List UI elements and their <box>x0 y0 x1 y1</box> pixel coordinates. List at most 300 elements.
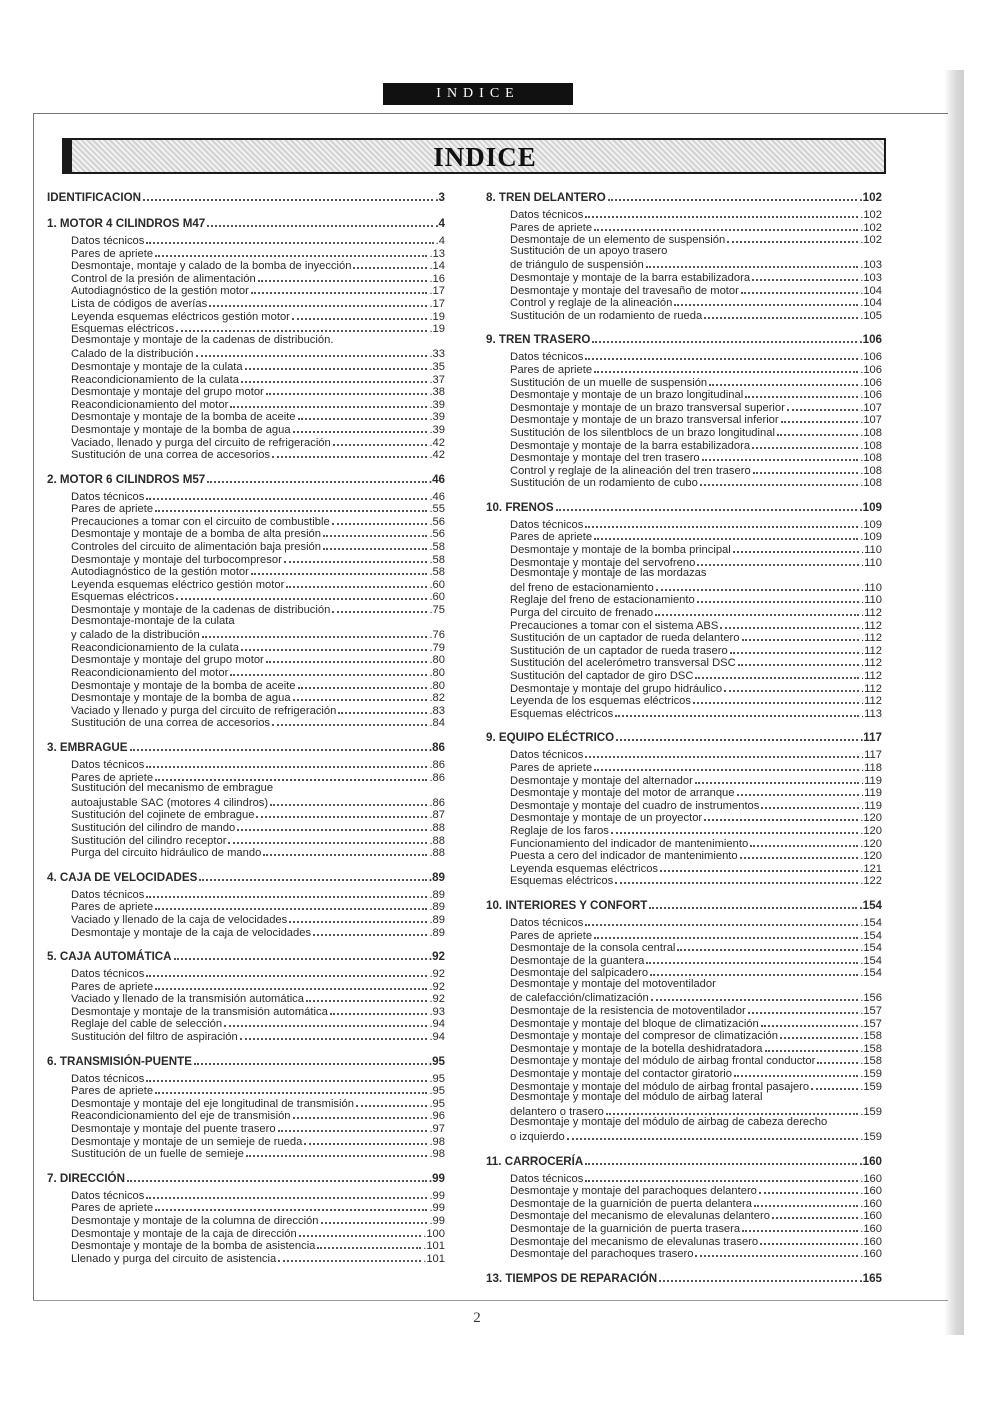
toc-section <box>47 190 445 204</box>
toc-entry-label: Reacondicionamiento del motor <box>71 398 229 411</box>
toc-entry-label: Desmontaje y montaje del parachoques delantero <box>510 1185 757 1198</box>
toc-entry-page: .109 <box>860 518 882 531</box>
toc-entry-label: Pares de apriete <box>71 1202 154 1215</box>
toc-entry[interactable] <box>47 1226 445 1239</box>
toc-entry[interactable] <box>47 409 445 422</box>
toc-entry-page: .99 <box>429 1215 445 1227</box>
toc-entry-page: .113 <box>861 707 882 720</box>
toc-entry[interactable] <box>47 678 445 691</box>
toc-entry[interactable] <box>486 643 882 656</box>
toc-entry[interactable] <box>47 979 445 992</box>
toc-entry-page: .159 <box>860 1080 882 1093</box>
toc-section-heading-label: 1. MOTOR 4 CILINDROS M47 <box>47 217 206 230</box>
toc-entry[interactable] <box>47 514 445 527</box>
toc-entry[interactable] <box>47 296 445 309</box>
toc-entry[interactable] <box>47 246 445 259</box>
dot-leader <box>594 760 859 771</box>
toc-entry-label: Desmontaje y montaje del eje longitudinal de transmisión <box>71 1097 354 1110</box>
toc-entry[interactable] <box>47 1096 445 1109</box>
toc-entry[interactable] <box>486 592 882 605</box>
toc-entry[interactable] <box>486 387 882 400</box>
toc-entry[interactable] <box>47 770 445 783</box>
toc-section-heading[interactable] <box>486 190 882 204</box>
toc-entry[interactable] <box>47 589 445 602</box>
toc-entry-page: .88 <box>429 834 445 847</box>
toc-entry[interactable] <box>486 1234 882 1247</box>
toc-entry[interactable] <box>47 435 445 448</box>
toc-entry[interactable] <box>47 991 445 1004</box>
toc-entry-label: Desmontaje y montaje del contactor giratorio <box>510 1068 732 1081</box>
dot-leader <box>695 1246 858 1257</box>
toc-section <box>47 472 445 728</box>
toc-entry[interactable] <box>47 1121 445 1134</box>
toc-entry[interactable] <box>47 552 445 565</box>
toc-entry[interactable] <box>47 1029 445 1042</box>
toc-entry-label: Llenado y purga del circuito de asistencia <box>71 1252 277 1265</box>
toc-entry[interactable] <box>486 747 882 760</box>
toc-entry[interactable] <box>486 580 882 593</box>
toc-entry-page: .16 <box>429 272 445 285</box>
toc-entry[interactable] <box>486 773 882 786</box>
toc-entry-label: Desmontaje y montaje del grupo hidráulico <box>510 682 723 695</box>
toc-entry-label: Desmontaje y montaje del servofreno <box>510 556 696 569</box>
toc-entry-label: Desmontaje y montaje del motor de arranque <box>510 787 735 800</box>
toc-entry[interactable] <box>47 1108 445 1121</box>
toc-entry[interactable] <box>486 915 882 928</box>
dot-leader <box>817 1053 858 1064</box>
toc-entry-page: .58 <box>429 566 445 579</box>
toc-entry-label: Datos técnicos <box>71 235 145 247</box>
dot-leader <box>246 1146 428 1157</box>
toc-entry-page: .107 <box>860 401 882 414</box>
toc-section <box>486 190 882 320</box>
toc-section-heading-label: 5. CAJA AUTOMÁTICA <box>47 950 172 964</box>
toc-section-heading[interactable] <box>486 332 882 346</box>
toc-entry[interactable] <box>486 529 882 542</box>
dot-leader <box>702 450 859 461</box>
toc-entry[interactable] <box>486 928 882 941</box>
toc-entry[interactable] <box>486 940 882 953</box>
toc-section-heading-page: .160 <box>859 1154 882 1168</box>
toc-entry[interactable] <box>486 785 882 798</box>
toc-entry[interactable] <box>47 703 445 716</box>
toc-entry[interactable] <box>47 1016 445 1029</box>
toc-entry[interactable] <box>47 372 445 385</box>
toc-entry[interactable] <box>486 630 882 643</box>
toc-entry[interactable] <box>47 489 445 502</box>
toc-entry[interactable] <box>486 220 882 233</box>
toc-entry[interactable] <box>47 384 445 397</box>
toc-entry-page: .158 <box>860 1042 882 1055</box>
toc-entry[interactable] <box>486 1066 882 1079</box>
toc-entry-label: y calado de la distribución <box>71 629 200 642</box>
toc-entry-label: Pares de apriete <box>510 929 593 942</box>
toc-entry[interactable] <box>486 605 882 618</box>
toc-entry[interactable] <box>486 873 882 886</box>
toc-entry[interactable] <box>486 283 882 296</box>
toc-entry[interactable] <box>47 271 445 284</box>
toc-section-heading-label: 9. EQUIPO ELÉCTRICO <box>486 731 615 745</box>
toc-entry[interactable] <box>47 833 445 846</box>
toc-section <box>486 500 882 719</box>
toc-entry-page: .58 <box>429 553 445 566</box>
toc-entry[interactable] <box>486 1053 882 1066</box>
toc-entry[interactable] <box>47 258 445 271</box>
toc-entry-label: Desmontaje y montaje del grupo motor <box>71 654 264 667</box>
toc-entry[interactable] <box>47 640 445 653</box>
toc-entry[interactable] <box>486 861 882 874</box>
toc-section-heading-label: 10. INTERIORES Y CONFORT <box>486 898 648 912</box>
toc-entry-page: .38 <box>429 386 445 399</box>
toc-entry[interactable] <box>486 848 882 861</box>
dot-leader <box>323 526 427 537</box>
toc-entry-label: Sustitución de un captador de rueda trasero <box>510 644 728 657</box>
dot-leader <box>677 940 858 951</box>
toc-entry-label: Sustitución de una correa de accesorios <box>71 717 271 730</box>
toc-entry[interactable] <box>486 349 882 362</box>
toc-section-heading-label: 7. DIRECCIÓN <box>47 1171 125 1185</box>
toc-entry[interactable] <box>47 652 445 665</box>
toc-entry-label: Leyenda esquemas eléctrico gestión motor <box>71 578 285 591</box>
toc-entry[interactable] <box>47 526 445 539</box>
toc-entry[interactable] <box>47 690 445 703</box>
toc-entry[interactable] <box>486 555 882 568</box>
toc-entry-page: .110 <box>861 581 882 594</box>
toc-entry-page: .95 <box>429 1097 445 1110</box>
toc-section-heading[interactable] <box>47 740 445 754</box>
dot-leader <box>765 1041 859 1052</box>
toc-entry-page: .159 <box>860 1105 882 1118</box>
toc-entry[interactable] <box>47 665 445 678</box>
toc-entry[interactable] <box>486 990 882 1003</box>
dot-leader <box>752 438 858 449</box>
toc-entry[interactable] <box>486 207 882 220</box>
toc-entry-label: Desmontaje del mecanismo de elevalunas trasero <box>510 1235 759 1248</box>
toc-entry[interactable] <box>486 953 882 966</box>
toc-entry[interactable] <box>486 965 882 978</box>
toc-entry-label: de calefacción/climatización <box>510 992 649 1005</box>
dot-leader <box>585 1154 857 1165</box>
toc-section-heading[interactable] <box>47 190 445 204</box>
dot-leader <box>585 1171 858 1182</box>
dot-leader <box>196 346 428 357</box>
toc-section-heading-page: .92 <box>428 950 445 964</box>
toc-entry-page: .102 <box>860 221 882 234</box>
dot-leader <box>146 966 427 977</box>
toc-entry[interactable] <box>47 564 445 577</box>
toc-entry[interactable] <box>486 362 882 375</box>
toc-section-heading[interactable] <box>47 472 445 486</box>
toc-entry[interactable] <box>47 1251 445 1264</box>
dot-leader <box>752 270 858 281</box>
toc-entry[interactable] <box>486 257 882 270</box>
dot-leader <box>697 592 859 603</box>
toc-entry-label: Desmontaje del parachoques trasero <box>510 1248 694 1261</box>
toc-entry-page: .93 <box>429 1005 445 1018</box>
toc-entry-page: .89 <box>429 913 445 926</box>
toc-entry[interactable] <box>486 1079 882 1092</box>
toc-entry-label: Desmontaje del mecanismo de elevalunas delantero <box>510 1210 770 1223</box>
toc-entry-label: Vaciado y llenado de la transmisión automática <box>71 993 304 1006</box>
dot-leader <box>230 397 427 408</box>
toc-entry-label: Desmontaje de la resistencia de motoventilador <box>510 1005 746 1018</box>
toc-entry-label: Reglaje del cable de selección <box>71 1018 223 1031</box>
toc-entry-label: Sustitución de un muelle de suspensión <box>510 376 708 389</box>
toc-entry[interactable] <box>486 517 882 530</box>
toc-section-heading[interactable] <box>47 870 445 884</box>
toc-entry-label: Purga del circuito de frenado <box>510 607 654 620</box>
toc-entry[interactable] <box>486 567 882 580</box>
toc-entry[interactable] <box>486 978 882 991</box>
toc-entry[interactable] <box>47 820 445 833</box>
toc-entry-page: .160 <box>860 1248 882 1261</box>
toc-entry[interactable] <box>47 602 445 615</box>
toc-entry[interactable] <box>47 715 445 728</box>
toc-entry[interactable] <box>47 887 445 900</box>
toc-entry[interactable] <box>47 925 445 938</box>
top-rule <box>33 113 948 114</box>
dot-leader <box>594 928 858 939</box>
toc-entry[interactable] <box>486 295 882 308</box>
toc-entry-page: .160 <box>860 1235 882 1248</box>
dot-leader <box>720 618 859 629</box>
toc-entry-page: .154 <box>860 942 882 955</box>
toc-entry[interactable] <box>486 270 882 283</box>
toc-entry[interactable] <box>486 655 882 668</box>
dot-leader <box>741 283 858 294</box>
toc-entry-page: .94 <box>429 1018 445 1031</box>
toc-entry-page: .84 <box>429 717 445 730</box>
toc-entry-label: Pares de apriete <box>71 247 154 260</box>
toc-entry-page: .157 <box>860 1017 882 1030</box>
dot-leader <box>760 1234 858 1245</box>
toc-entry[interactable] <box>486 810 882 823</box>
toc-entry-label: Desmontaje y montaje del módulo de airbag lateral <box>510 1091 763 1104</box>
toc-entry[interactable] <box>486 463 882 476</box>
dot-leader <box>266 384 428 395</box>
toc-entry[interactable] <box>47 1083 445 1096</box>
toc-entry[interactable] <box>47 539 445 552</box>
dot-leader <box>650 965 858 976</box>
toc-entry[interactable] <box>486 1246 882 1259</box>
toc-entry[interactable] <box>486 412 882 425</box>
toc-entry[interactable] <box>486 1183 882 1196</box>
toc-entry[interactable] <box>486 425 882 438</box>
toc-entry-label: Desmontaje y montaje de un brazo transversal superior <box>510 401 785 414</box>
dot-leader <box>353 258 427 269</box>
toc-section-heading[interactable] <box>486 898 882 912</box>
toc-entry-label: Reglaje de los faros <box>510 824 609 837</box>
toc-entry-label: Reglaje del freno de estacionamiento <box>510 594 695 607</box>
toc-entry[interactable] <box>486 475 882 488</box>
toc-entry[interactable] <box>47 283 445 296</box>
toc-entry[interactable] <box>486 1003 882 1016</box>
toc-entry[interactable] <box>486 681 882 694</box>
toc-entry[interactable] <box>47 795 445 808</box>
toc-entry-label: Desmontaje y montaje de a bomba de alta presión <box>71 528 322 541</box>
toc-entry-label: Pares de apriete <box>510 221 593 234</box>
toc-section-heading[interactable] <box>486 1154 882 1168</box>
dot-leader <box>332 602 427 613</box>
toc-entry-label: Esquemas eléctricos <box>71 591 175 604</box>
dot-leader <box>656 580 859 591</box>
toc-entry-label: Desmontaje y montaje del alternador <box>510 774 693 787</box>
toc-entry-label: Control y reglaje de la alineación <box>510 297 673 310</box>
dot-leader <box>742 1221 858 1232</box>
toc-entry[interactable] <box>486 1129 882 1142</box>
toc-entry-page: .122 <box>860 875 882 888</box>
toc-entry[interactable] <box>47 334 445 347</box>
toc-entry[interactable] <box>486 450 882 463</box>
toc-entry-label: Sustitución del cojinete de embrague <box>71 809 255 822</box>
toc-entry-page: .106 <box>860 363 882 376</box>
toc-entry[interactable] <box>486 798 882 811</box>
toc-entry[interactable] <box>486 1104 882 1117</box>
toc-section <box>47 949 445 1042</box>
toc-entry-label: Reacondicionamiento del motor <box>71 667 229 679</box>
toc-entry[interactable] <box>47 782 445 795</box>
toc-section-heading[interactable] <box>486 500 882 514</box>
toc-entry[interactable] <box>486 1171 882 1184</box>
dot-leader <box>709 375 858 386</box>
dot-leader <box>611 823 858 834</box>
toc-entry-label: Precauciones a tomar con el circuito de combustible <box>71 515 330 528</box>
toc-entry-page: .42 <box>429 436 445 449</box>
toc-entry-label: Precauciones a tomar con el sistema ABS <box>510 619 719 632</box>
toc-entry[interactable] <box>486 706 882 719</box>
dot-leader <box>293 422 428 433</box>
toc-entry[interactable] <box>47 1213 445 1226</box>
toc-entry[interactable] <box>486 542 882 555</box>
toc-entry[interactable] <box>486 232 882 245</box>
toc-entry-label: Datos técnicos <box>71 888 145 901</box>
toc-entry[interactable] <box>486 1016 882 1029</box>
toc-section-heading[interactable] <box>486 1271 882 1285</box>
toc-section-heading[interactable] <box>47 949 445 963</box>
toc-entry[interactable] <box>486 375 882 388</box>
dot-leader <box>674 295 858 306</box>
toc-entry[interactable] <box>47 1238 445 1251</box>
toc-entry[interactable] <box>486 618 882 631</box>
dot-leader <box>759 1183 858 1194</box>
toc-entry-label: Desmontaje y montaje de la culata <box>71 360 243 373</box>
toc-section-heading-label: IDENTIFICACION <box>47 191 142 204</box>
toc-entry-page: .102 <box>860 209 882 221</box>
toc-entry[interactable] <box>47 627 445 640</box>
toc-entry-page: .39 <box>429 411 445 424</box>
toc-entry[interactable] <box>486 1196 882 1209</box>
toc-entry[interactable] <box>486 1028 882 1041</box>
dot-leader <box>155 1083 427 1094</box>
toc-entry[interactable] <box>486 1091 882 1104</box>
toc-entry[interactable] <box>47 1200 445 1213</box>
toc-entry[interactable] <box>47 807 445 820</box>
toc-entry-label: Desmontaje y montaje del módulo de airbag frontal conductor <box>510 1055 816 1068</box>
dot-leader <box>727 232 858 243</box>
toc-entry[interactable] <box>47 309 445 322</box>
toc-entry[interactable] <box>486 308 882 321</box>
toc-entry-label: Datos técnicos <box>71 758 145 771</box>
toc-entry-page: .33 <box>429 348 445 361</box>
toc-entry-label: Pares de apriete <box>71 771 154 784</box>
toc-entry[interactable] <box>47 1134 445 1147</box>
toc-entry-label: Desmontaje y montaje de un semieje de rueda <box>71 1135 303 1148</box>
toc-entry[interactable] <box>47 422 445 435</box>
toc-entry-page: .160 <box>860 1222 882 1235</box>
toc-entry[interactable] <box>486 668 882 681</box>
toc-section-heading-page: .154 <box>859 898 882 912</box>
toc-entry-label: Datos técnicos <box>71 1189 145 1202</box>
toc-entry[interactable] <box>47 899 445 912</box>
dot-leader <box>606 1104 858 1115</box>
dot-leader <box>646 953 858 964</box>
toc-entry[interactable] <box>47 321 445 334</box>
toc-entry-label: Calado de la distribución <box>71 348 194 361</box>
toc-entry[interactable] <box>47 845 445 858</box>
toc-section-heading[interactable] <box>47 1054 445 1068</box>
toc-entry[interactable] <box>47 1146 445 1159</box>
dot-leader <box>230 665 427 676</box>
toc-entry-label: Sustitución de un apoyo trasero <box>510 244 668 257</box>
toc-section-heading[interactable] <box>47 1171 445 1185</box>
toc-entry-page: .160 <box>860 1172 882 1185</box>
toc-entry[interactable] <box>47 1004 445 1017</box>
toc-entry[interactable] <box>486 1208 882 1221</box>
toc-entry-page: .104 <box>860 284 882 297</box>
toc-entry-page: .102 <box>860 234 882 247</box>
toc-entry[interactable] <box>47 1188 445 1201</box>
toc-entry[interactable] <box>47 501 445 514</box>
toc-entry-label: de triángulo de suspensión <box>510 259 644 272</box>
toc-entry[interactable] <box>47 397 445 410</box>
toc-entry-page: .80 <box>429 654 445 667</box>
toc-entry-page: .108 <box>860 477 882 490</box>
toc-entry[interactable] <box>486 1116 882 1129</box>
toc-entry[interactable] <box>486 760 882 773</box>
toc-entry[interactable] <box>47 577 445 590</box>
toc-entry[interactable] <box>486 823 882 836</box>
toc-section-heading[interactable] <box>486 730 882 744</box>
dot-leader <box>649 898 857 909</box>
toc-entry[interactable] <box>47 447 445 460</box>
toc-entry[interactable] <box>486 438 882 451</box>
toc-entry[interactable] <box>47 233 445 246</box>
toc-entry-label: Sustitución de un fuelle de semieje <box>71 1148 244 1161</box>
dot-leader <box>781 412 859 423</box>
toc-entry[interactable] <box>47 757 445 770</box>
title-banner-bar <box>62 138 72 174</box>
toc-entry[interactable] <box>486 400 882 413</box>
toc-entry[interactable] <box>47 1071 445 1084</box>
dot-leader <box>224 1016 427 1027</box>
toc-section <box>486 332 882 488</box>
toc-entry-page: .17 <box>429 285 445 298</box>
toc-entry[interactable] <box>47 359 445 372</box>
toc-entry[interactable] <box>486 836 882 849</box>
toc-entry[interactable] <box>486 1041 882 1054</box>
toc-entry[interactable] <box>47 966 445 979</box>
toc-entry[interactable] <box>486 1221 882 1234</box>
toc-entry[interactable] <box>486 693 882 706</box>
toc-entry-label: Leyenda esquemas eléctricos gestión motor <box>71 310 290 323</box>
toc-section-heading[interactable] <box>47 216 445 230</box>
toc-entry[interactable] <box>47 346 445 359</box>
toc-entry[interactable] <box>47 912 445 925</box>
dot-leader <box>256 807 427 818</box>
dot-leader <box>272 447 427 458</box>
toc-entry-page: .103 <box>860 271 882 284</box>
toc-section-heading-page: .3 <box>435 191 445 204</box>
